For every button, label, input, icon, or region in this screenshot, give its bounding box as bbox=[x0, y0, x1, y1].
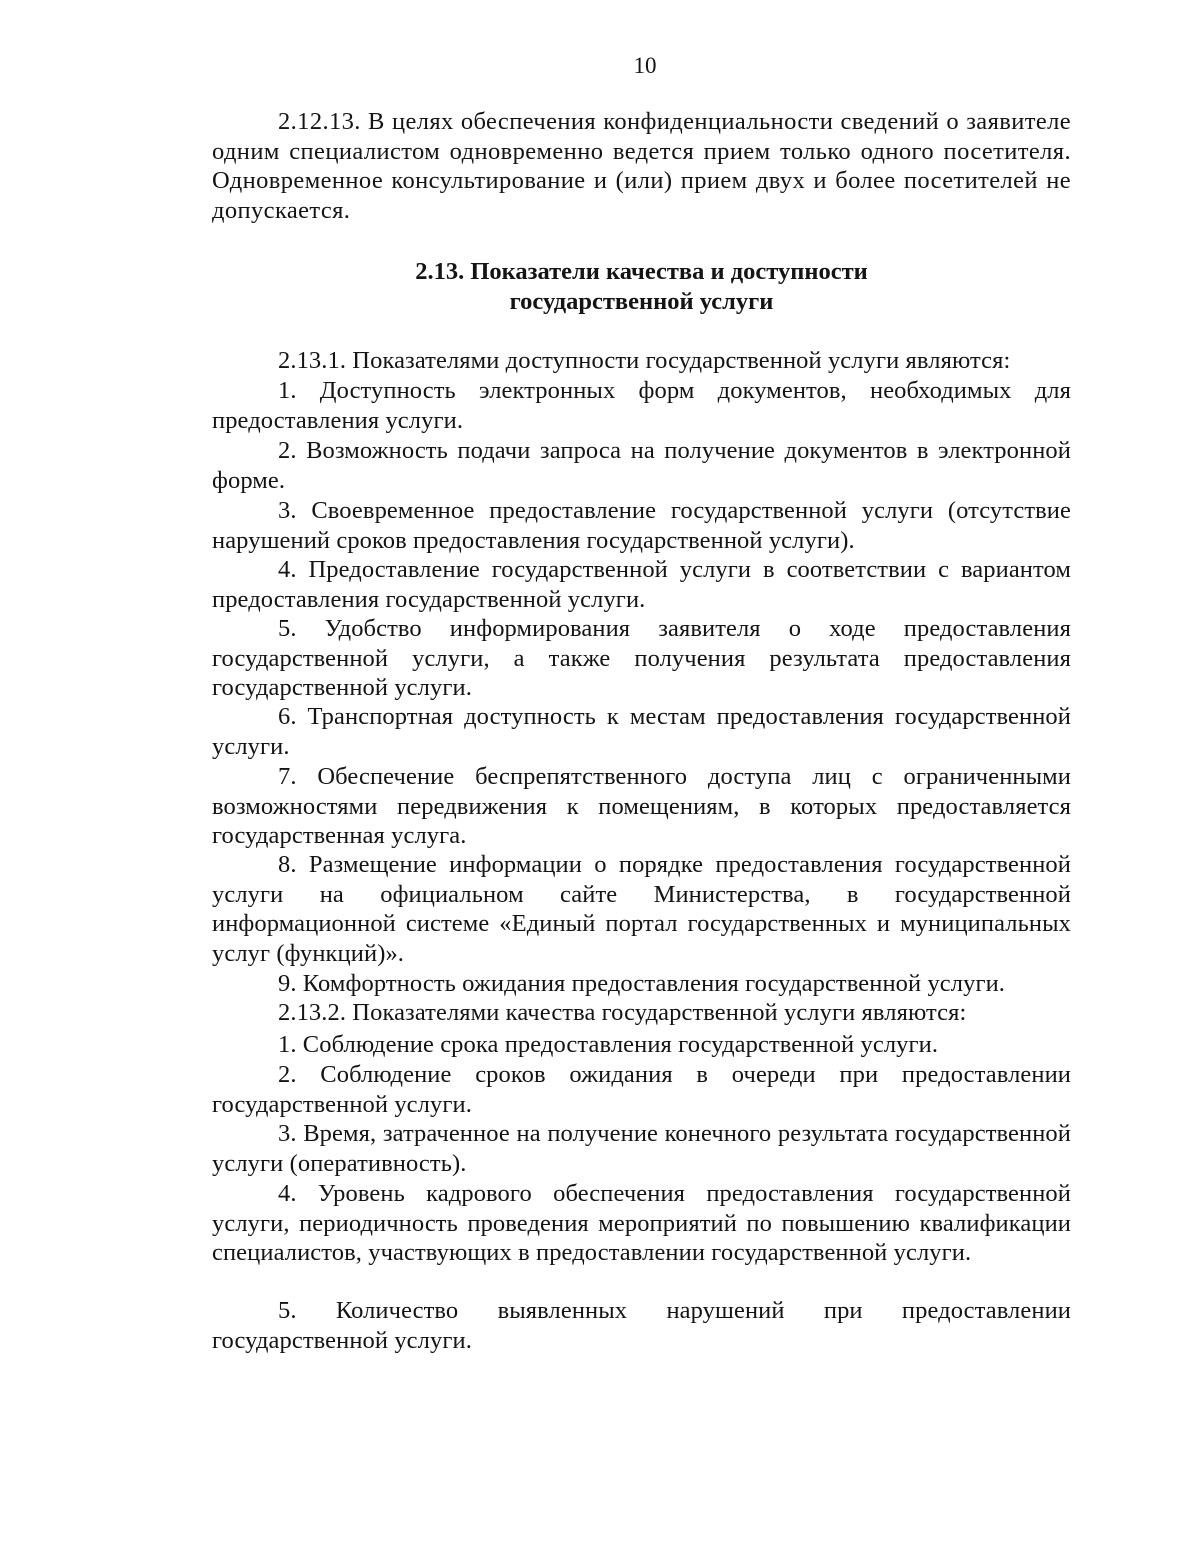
list-item-quality-2: 2. Соблюдение сроков ожидания в очереди при предоставлении государственной услуги. bbox=[212, 1061, 1071, 1118]
list-item-accessibility-6: 6. Транспортная доступность к местам предоставления государственной услуги. bbox=[212, 703, 1071, 760]
list-item-accessibility-2: 2. Возможность подачи запроса на получение документов в электронной форме. bbox=[212, 437, 1071, 494]
list-item-quality-4: 4. Уровень кадрового обеспечения предоставления государственной услуги, периодичность проведения мероприятий по повышению квалификации специалистов, участвующих в предоставлении государственной услуги. bbox=[212, 1180, 1071, 1267]
section-heading-line-2: государственной услуги bbox=[509, 288, 774, 315]
list-item-quality-1: 1. Соблюдение срока предоставления государственной услуги. bbox=[278, 1031, 939, 1058]
section-heading-line-1: 2.13. Показатели качества и доступности bbox=[415, 258, 868, 285]
list-item-accessibility-9: 9. Комфортность ожидания предоставления государственной услуги. bbox=[278, 970, 1006, 997]
list-item-quality-3: 3. Время, затраченное на получение конечного результата государственной услуги (оперативность). bbox=[212, 1120, 1071, 1177]
page-number: 10 bbox=[633, 53, 657, 78]
list-item-accessibility-1: 1. Доступность электронных форм документов, необходимых для предоставления услуги. bbox=[212, 377, 1071, 434]
paragraph-2-13-2: 2.13.2. Показателями качества государственной услуги являются: bbox=[278, 999, 967, 1026]
section-heading bbox=[212, 257, 1071, 317]
paragraph-2-12-13: 2.12.13. В целях обеспечения конфиденциальности сведений о заявителе одним специалистом одновременно ведется прием только одного посетителя. Одновременное консультирование и (или) прием двух и более посетителей не допускается. bbox=[212, 108, 1071, 224]
list-item-quality-5: 5. Количество выявленных нарушений при предоставлении государственной услуги. bbox=[212, 1297, 1071, 1354]
list-item-accessibility-8: 8. Размещение информации о порядке предоставления государственной услуги на официальном сайте Министерства, в государственной информационной системе «Единый портал государственных и муниципальных услуг (функций)». bbox=[212, 851, 1071, 967]
list-item-accessibility-5: 5. Удобство информирования заявителя о ходе предоставления государственной услуги, а также получения результата предоставления государственной услуги. bbox=[212, 615, 1071, 702]
paragraph-2-13-1: 2.13.1. Показателями доступности государственной услуги являются: bbox=[278, 347, 1011, 374]
list-item-accessibility-7: 7. Обеспечение беспрепятственного доступа лиц с ограниченными возможностями передвижения к помещениям, в которых предоставляется государственная услуга. bbox=[212, 763, 1071, 850]
list-item-accessibility-4: 4. Предоставление государственной услуги в соответствии с вариантом предоставления государственной услуги. bbox=[212, 556, 1071, 613]
list-item-accessibility-3: 3. Своевременное предоставление государственной услуги (отсутствие нарушений сроков предоставления государственной услуги). bbox=[212, 497, 1071, 554]
